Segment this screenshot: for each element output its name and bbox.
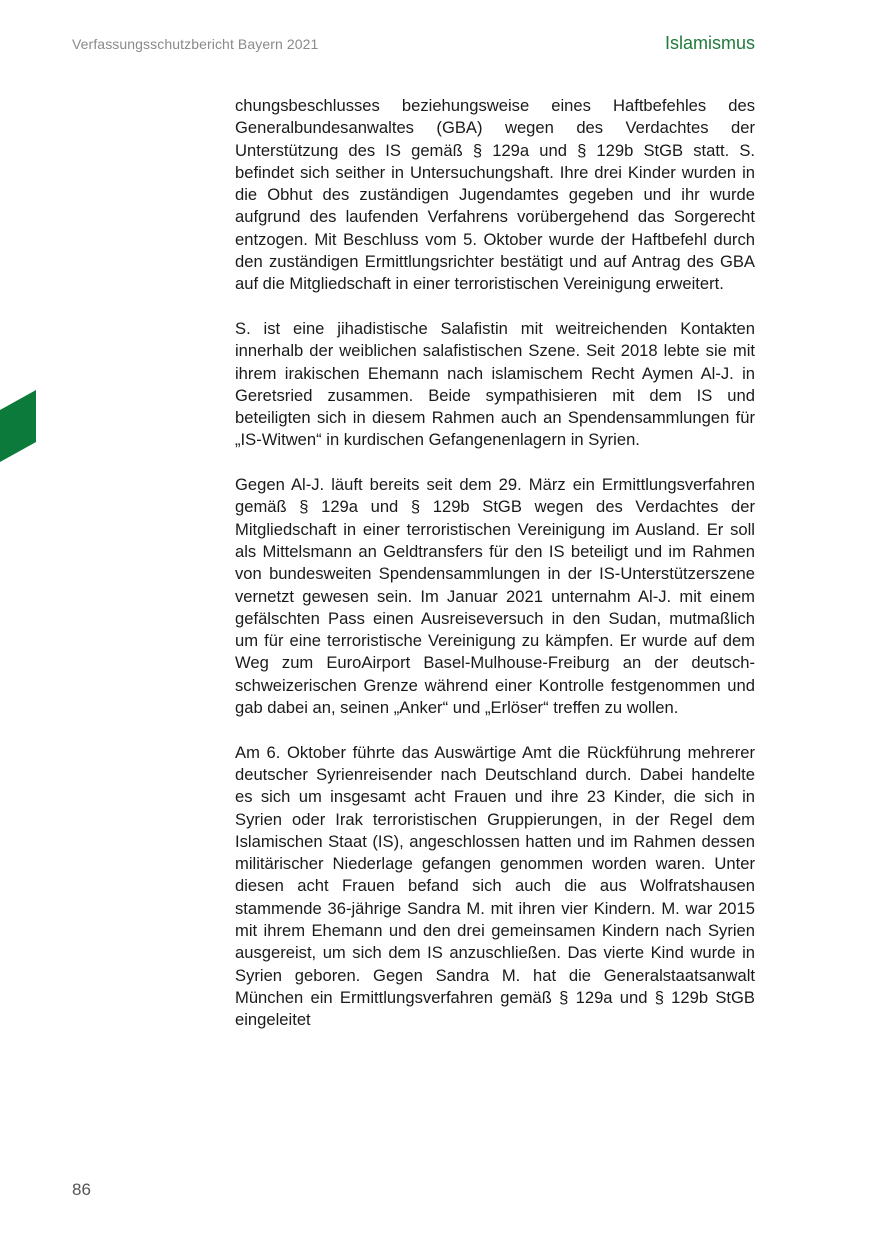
page-number: 86 — [72, 1180, 91, 1199]
paragraph-4: Am 6. Oktober führte das Auswärtige Amt die Rückführung mehrerer deutscher Syrienreisender nach Deutschland durch. Dabei handelte es sich um insgesamt acht Frauen und ihre 23 Kinder, die sich in Syrien oder Irak terroristischen Gruppierungen, in der Regel dem Islamischen Staat (IS), angeschlossen hatten und im Rahmen dessen militärischer Niederlage gefangen genommen worden waren. Unter diesen acht Frauen befand sich auch die aus Wolfratshausen stammende 36-jährige Sandra M. mit ihren vier Kindern. M. war 2015 mit ihrem Ehemann und den drei gemeinsamen Kindern nach Syrien ausgereist, um sich dem IS anzuschließen. Das vierte Kind wurde in Syrien geboren. Gegen Sandra M. hat die Generalstaatsanwalt München ein Ermittlungsverfahren gemäß § 129a und § 129b StGB eingeleitet — [235, 742, 755, 1030]
paragraph-1: chungsbeschlusses beziehungsweise eines Haftbefehles des Generalbundesanwaltes (GBA) wegen des Verdachtes der Unterstützung des IS gemäß § 129a und § 129b StGB statt. S. befindet sich seither in Untersuchungshaft. Ihre drei Kinder wurden in die Obhut des zuständigen Jugendamtes gegeben und ihr wurde aufgrund des laufenden Verfahrens vorübergehend das Sorgerecht entzogen. Mit Beschluss vom 5. Oktober wurde der Haftbefehl durch den zuständigen Ermittlungsrichter bestätigt und auf Antrag des GBA auf die Mitgliedschaft in einer terroristischen Vereinigung erweitert. — [235, 96, 755, 294]
running-header-chapter: Islamismus — [664, 33, 755, 53]
paragraph-3: Gegen Al-J. läuft bereits seit dem 29. März ein Ermittlungsverfahren gemäß § 129a und § 129b StGB wegen des Verdachtes der Mitgliedschaft in einer terroristischen Vereinigung im Ausland. Er soll als Mittelsmann an Geldtransfers für den IS beteiligt und im Rahmen von bundesweiten Spendensammlungen in der IS-Unterstützerszene vernetzt gewesen sein. Im Januar 2021 unternahm Al-J. mit einem gefälschten Pass einen Ausreiseversuch in den Sudan, mutmaßlich um für eine terroristische Vereinigung zu kämpfen. Er wurde auf dem Weg zum EuroAirport Basel-Mulhouse-Freiburg an der deutsch-schweizerischen Grenze während einer Kontrolle festgenommen und gab dabei an, seinen „Anker“ und „Erlöser“ treffen zu wollen. — [235, 475, 755, 718]
paragraph-2: S. ist eine jihadistische Salafistin mit weitreichenden Kontakten innerhalb der weiblichen salafistischen Szene. Seit 2018 lebte sie mit ihrem irakischen Ehemann nach islamischem Recht Aymen Al-J. in Geretsried zusammen. Beide sympathisieren mit dem IS und beteiligten sich in diesem Rahmen auch an Spendensammlungen für „IS-Witwen“ in kurdischen Gefangenenlagern in Syrien. — [235, 318, 755, 450]
running-header-publication: Verfassungsschutzbericht Bayern 2021 — [72, 36, 319, 52]
body-text — [235, 95, 755, 1054]
chapter-tab-marker — [0, 390, 36, 462]
chapter-tab-shape — [0, 390, 36, 462]
